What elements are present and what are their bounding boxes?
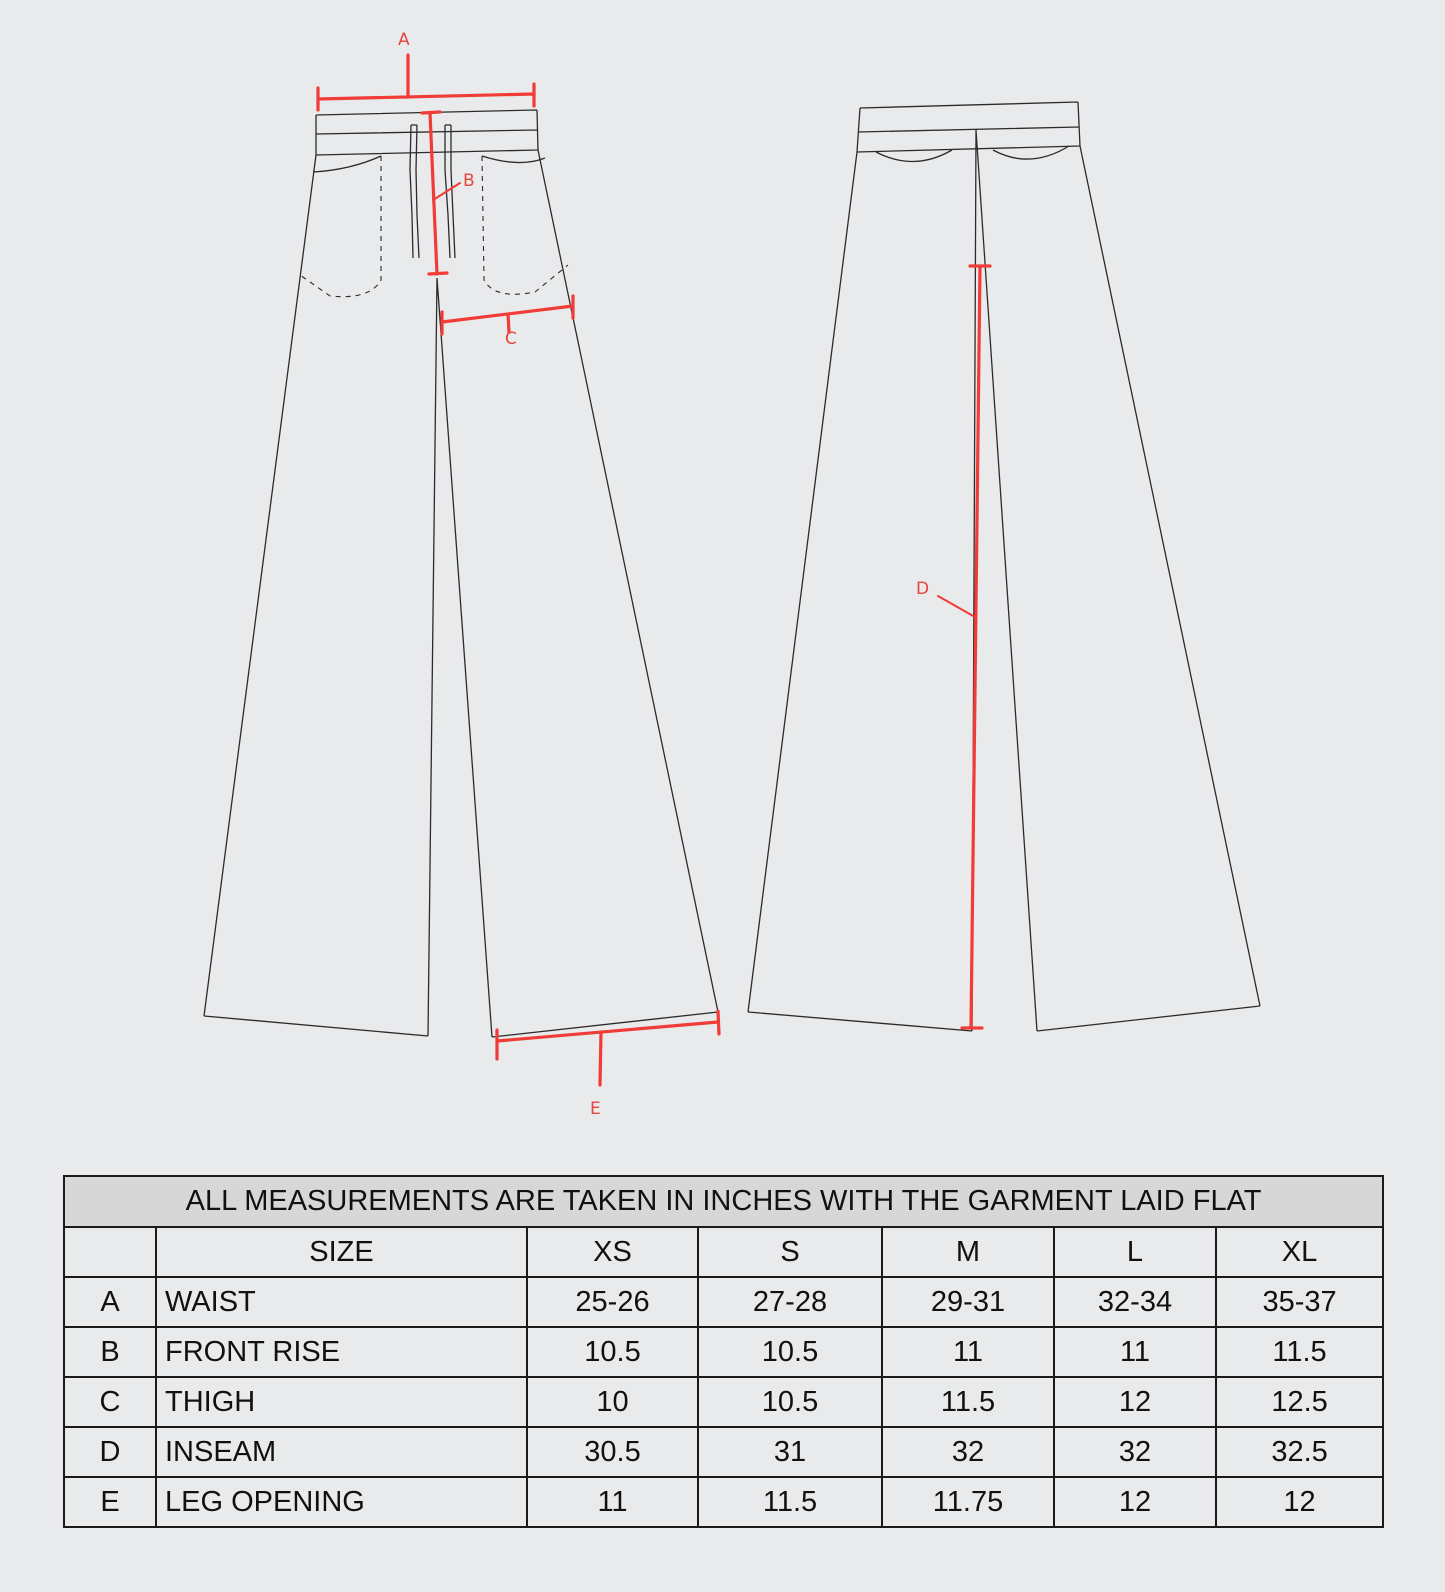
measure-a-waist	[318, 30, 534, 110]
table-row	[64, 1377, 1383, 1427]
row-key: B	[64, 1327, 156, 1377]
measure-c-thigh	[442, 296, 573, 349]
row-value: 11.5	[882, 1377, 1054, 1427]
row-value: 12	[1054, 1477, 1216, 1527]
table-row	[64, 1327, 1383, 1377]
size-l: L	[1054, 1227, 1216, 1277]
measure-d-inseam	[916, 266, 990, 1028]
row-value: 11	[882, 1327, 1054, 1377]
row-value: 11	[1054, 1327, 1216, 1377]
row-value: 10	[527, 1377, 698, 1427]
label-c: C	[505, 329, 517, 349]
size-m: M	[882, 1227, 1054, 1277]
label-b: B	[463, 171, 475, 191]
row-value: 32.5	[1216, 1427, 1383, 1477]
label-d: D	[916, 579, 930, 599]
row-value: 35-37	[1216, 1277, 1383, 1327]
row-value: 32	[882, 1427, 1054, 1477]
row-value: 12	[1054, 1377, 1216, 1427]
size-header-row	[64, 1227, 1383, 1277]
header-blank-cell	[64, 1227, 156, 1277]
size-s: S	[698, 1227, 882, 1277]
row-value: 32	[1054, 1427, 1216, 1477]
row-name: WAIST	[156, 1277, 527, 1327]
row-value: 29-31	[882, 1277, 1054, 1327]
row-key: E	[64, 1477, 156, 1527]
row-value: 30.5	[527, 1427, 698, 1477]
size-header: SIZE	[156, 1227, 527, 1277]
row-key: D	[64, 1427, 156, 1477]
row-name: FRONT RISE	[156, 1327, 527, 1377]
row-key: A	[64, 1277, 156, 1327]
row-value: 11	[527, 1477, 698, 1527]
size-xl: XL	[1216, 1227, 1383, 1277]
row-value: 31	[698, 1427, 882, 1477]
row-value: 10.5	[698, 1377, 882, 1427]
front-view-pants	[204, 110, 718, 1037]
row-key: C	[64, 1377, 156, 1427]
measure-b-front-rise	[422, 112, 475, 274]
row-value: 11.5	[698, 1477, 882, 1527]
back-view-pants	[748, 102, 1260, 1031]
table-row	[64, 1277, 1383, 1327]
table-row	[64, 1477, 1383, 1527]
label-a: A	[398, 30, 410, 50]
row-value: 12.5	[1216, 1377, 1383, 1427]
size-xs: XS	[527, 1227, 698, 1277]
row-value: 25-26	[527, 1277, 698, 1327]
measure-e-leg-opening	[497, 1011, 719, 1119]
row-value: 27-28	[698, 1277, 882, 1327]
row-name: LEG OPENING	[156, 1477, 527, 1527]
table-caption: ALL MEASUREMENTS ARE TAKEN IN INCHES WITH THE GARMENT LAID FLAT	[64, 1176, 1383, 1227]
row-value: 10.5	[527, 1327, 698, 1377]
row-value: 32-34	[1054, 1277, 1216, 1327]
label-e: E	[590, 1099, 601, 1119]
row-name: INSEAM	[156, 1427, 527, 1477]
table-row	[64, 1427, 1383, 1477]
row-value: 10.5	[698, 1327, 882, 1377]
row-value: 12	[1216, 1477, 1383, 1527]
row-value: 11.5	[1216, 1327, 1383, 1377]
row-name: THIGH	[156, 1377, 527, 1427]
row-value: 11.75	[882, 1477, 1054, 1527]
size-chart-table	[63, 1175, 1384, 1528]
